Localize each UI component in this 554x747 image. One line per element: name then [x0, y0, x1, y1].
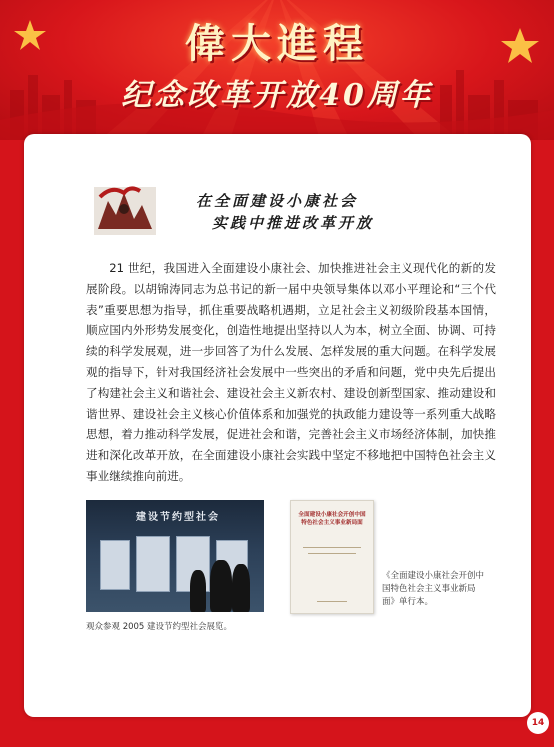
book-cover-line	[303, 547, 361, 548]
book-caption: 《全面建设小康社会开创中国特色社会主义事业新局面》单行本。	[382, 571, 485, 607]
exhibition-photo	[86, 500, 264, 612]
body-paragraph: 21 世纪，我国进入全面建设小康社会、加快推进社会主义现代化的新的发展阶段。以胡锦涛同志为总书记的新一届中央领导集体以邓小平理论和“三个代表”重要思想为指导，抓住重要战略机遇期，立足社会主义初级阶段基本国情，顺应国内外形势发展变化，创造性地提出坚持以人为本，树立全面、协调、可持续的科学发展观，进一步回答了为什么发展、怎样发展的重大问题。在科学发展观的指导下，针对我国经济社会发展中一些突出的矛盾和问题，党中央先后提出了构建社会主义和谐社会、建设社会主义新农村、建设创新型国家、推动建设和谐世界、建设社会主义核心价值体系和加强党的执政能力建设等一系列重大战略思想，着力推动科学发展，促进社会和谐，完善社会主义市场经济体制，加快推进和深化改革开放，在全面建设小康社会实践中坚定不移地把中国特色社会主义事业继续推向前进。	[86, 261, 496, 483]
section-heading-line1: 在全面建设小康社会	[196, 192, 359, 210]
banner-title: 偉大進程	[185, 20, 369, 67]
header-banner	[0, 0, 554, 140]
book-cover-line	[317, 601, 347, 602]
visitor-figure	[190, 570, 206, 612]
section-heading-line2: 实践中推进改革开放	[212, 214, 375, 232]
section-heading	[196, 190, 436, 234]
exhibition-sign: 建设节约型社会	[136, 512, 220, 523]
book-cover-line	[308, 553, 356, 554]
revolution-emblem-icon	[90, 179, 160, 241]
book-cover	[290, 500, 374, 614]
exhibition-photo-caption: 观众参观 2005 建设节约型社会展览。	[86, 622, 233, 632]
banner-subtitle: 纪念改革开放40周年	[121, 78, 433, 113]
content-card	[24, 134, 531, 717]
exhibit-panel	[136, 536, 170, 592]
exhibit-panel	[100, 540, 130, 590]
visitor-figure	[210, 560, 232, 612]
book-cover-title: 全面建设小康社会开创中国特色社会主义事业新局面	[298, 512, 366, 526]
page-number: 14	[527, 712, 549, 734]
visitor-figure	[232, 564, 250, 612]
